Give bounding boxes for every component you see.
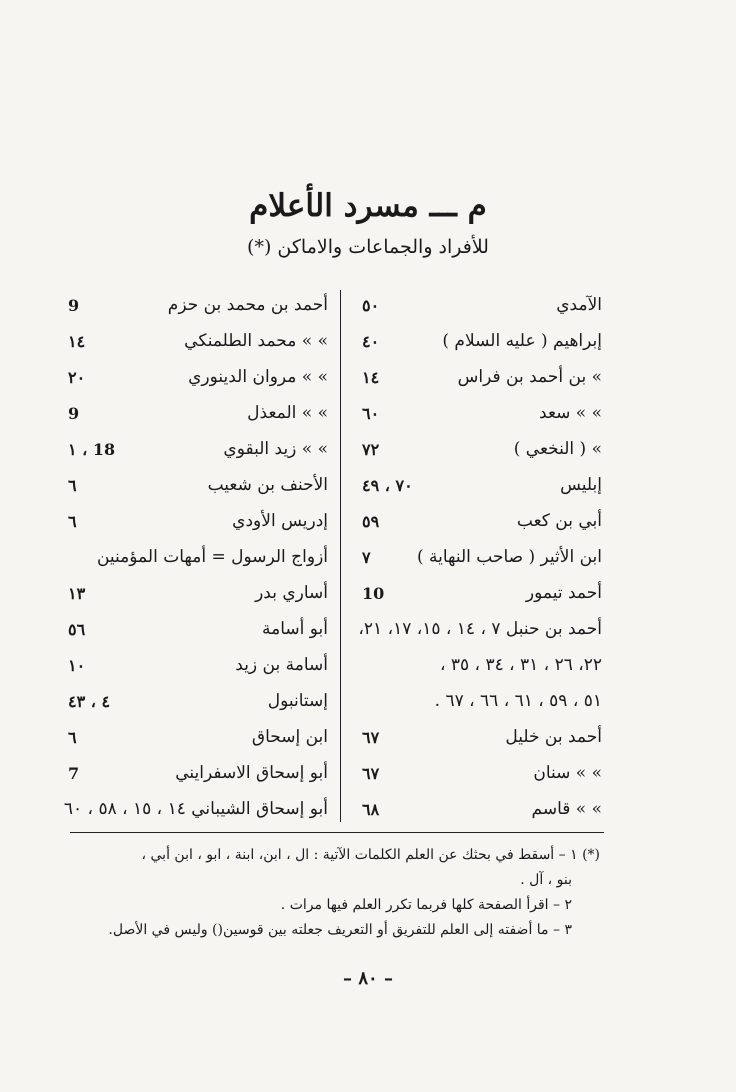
entry-name: إبليس [560,475,602,495]
index-entry [68,359,328,395]
index-entry [362,395,602,431]
page-title: م ـــ مسرد الأعلام [249,188,487,224]
index-entry [63,791,328,827]
entry-pages: ١٣ [68,583,86,603]
index-column-right [358,287,602,827]
index-column-left [63,287,328,827]
entry-name: » » قاسم [531,799,602,819]
entry-pages: ١٤ [68,331,86,351]
entry-name: أبو أسامة [261,619,328,639]
entry-pages: ٦٨ [362,799,380,819]
entry-name: أحمد تيمور [525,583,602,603]
index-entry [362,431,602,467]
entry-name: أبي بن كعب [516,511,602,531]
index-entry [362,755,602,791]
entry-pages: 9 [68,403,80,423]
index-entry [362,467,602,503]
entry-name: إدريس الأودي [232,511,328,531]
page-subtitle: للأفراد والجماعات والاماكن (*) [247,236,489,258]
entry-pages: ٧ [362,547,371,567]
index-entry [68,503,328,539]
entry-pages: ٤٠ [362,331,380,351]
entry-name: ٢٢، ٢٦ ، ٣١ ، ٣٤ ، ٣٥ ، [440,655,602,675]
entry-pages: ٥٠ [362,295,380,315]
entry-name: إستانبول [267,691,328,711]
entry-pages: ٤ ، ٤٣ [68,691,111,711]
entry-pages: ١٤ [362,367,380,387]
entry-pages: ٥٩ [362,511,380,531]
entry-name: » » محمد الطلمنكي [184,331,328,351]
entry-pages: 9 [68,295,80,315]
index-entry [68,287,328,323]
entry-name: الأحنف بن شعيب [207,475,328,495]
entry-pages: ٦٠ [362,403,380,423]
entry-name: الآمدي [556,295,602,315]
index-entry [68,719,328,755]
entry-pages: ٦٧ [362,727,380,747]
footnote-line: ٣ – ما أضفته إلى العلم للتفريق أو التعريف جعلته بين قوسين() وليس في الأصل. [108,922,572,938]
entry-name: أحمد بن حنبل ٧ ، ١٤ ، ١٥، ١٧، ٢١، [358,619,602,639]
entry-name: أبو إسحاق الاسفرايني [175,763,328,783]
entry-name: أحمد بن محمد بن حزم [167,295,328,315]
entry-name: » » سعد [539,403,602,423]
entry-pages: ٦ [68,511,77,531]
entry-name: أحمد بن خليل [505,727,602,747]
index-entry [362,539,602,575]
page-number: – ٨٠ – [343,968,393,989]
entry-name: ابن إسحاق [251,727,328,747]
index-entry [362,503,602,539]
footnote-line: ٢ – اقرأ الصفحة كلها فربما تكرر العلم فيها مرات . [280,897,572,913]
entry-name: أبو إسحاق الشيباني ١٤ ، ١٥ ، ٥٨ ، ٦٠ [63,799,328,819]
entry-name: أسامة بن زيد [235,655,328,675]
entry-name: » بن أحمد بن فراس [457,367,602,387]
footnote-rule [70,832,604,833]
entry-pages: ١٠ [68,655,86,675]
entry-name: » » مروان الدينوري [188,367,328,387]
index-entry [362,719,602,755]
index-entry [362,647,602,683]
entry-name: » ( النخعي ) [513,439,602,459]
index-entry [68,575,328,611]
entry-pages: 7 [68,763,80,783]
entry-name: أزواج الرسول = أمهات المؤمنين [96,547,328,567]
entry-name: » » زيد البقوي [223,439,328,459]
entry-name: » » سنان [533,763,602,783]
index-entry [68,431,328,467]
entry-name: أساري بدر [255,583,328,603]
entry-pages: ٢٠ [68,367,86,387]
footnote-line: بنو ، آل . [520,872,572,888]
index-entry [362,575,602,611]
entry-name: ٥١ ، ٥٩ ، ٦١ ، ٦٦ ، ٦٧ . [434,691,602,711]
entry-name: » » المعذل [247,403,328,423]
index-entry [68,683,328,719]
footnotes [80,844,600,944]
index-entry [68,539,328,575]
entry-pages: 18 ، ١ [68,439,116,459]
index-entry [68,467,328,503]
entry-pages: ٧٠ ، ٤٩ [362,475,413,495]
index-entry [362,359,602,395]
index-entry [68,323,328,359]
entry-name: إبراهيم ( عليه السلام ) [442,331,602,351]
index-entry [362,683,602,719]
entry-name: ابن الأثير ( صاحب النهاية ) [416,547,602,567]
entry-pages: ٦٧ [362,763,380,783]
entry-pages: ٦ [68,727,77,747]
entry-pages: ٥٦ [68,619,86,639]
index-entry [362,287,602,323]
index-entry [68,611,328,647]
index-entry [68,647,328,683]
index-entry [362,791,602,827]
index-entry [362,323,602,359]
index-entry [358,611,602,647]
footnote-line: (*) ١ – أسقط في بحثك عن العلم الكلمات الآتية : ال ، ابن، ابنة ، ابو ، ابن أبي ، [141,847,600,863]
index-entry [68,755,328,791]
entry-pages: 10 [362,583,385,603]
index-entry [68,395,328,431]
column-divider [340,290,341,822]
entry-pages: ٦ [68,475,77,495]
entry-pages: ٧٢ [362,439,380,459]
